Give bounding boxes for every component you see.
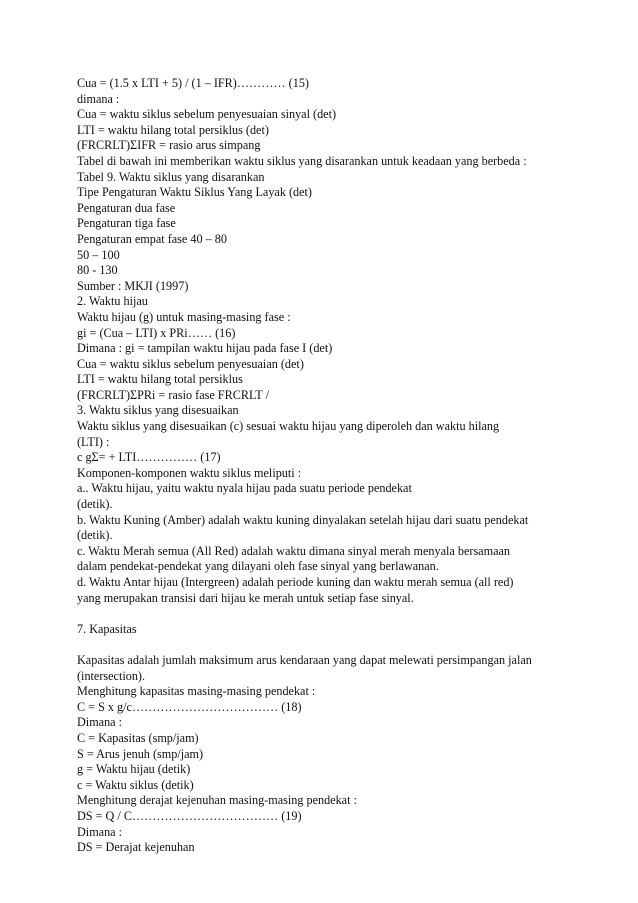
text-line: (detik). — [77, 528, 113, 543]
text-line: Dimana : gi = tampilan waktu hijau pada fase I (det) — [77, 341, 333, 356]
text-line: DS = Q / C……………………………… (19) — [77, 808, 302, 823]
text-block-waktu-siklus — [77, 76, 577, 606]
text-line: 2. Waktu hijau — [77, 294, 148, 309]
text-line: Cua = waktu siklus sebelum penyesuaian sinyal (det) — [77, 107, 337, 122]
text-line: Tabel 9. Waktu siklus yang disarankan — [77, 169, 265, 184]
text-line: S = Arus jenuh (smp/jam) — [77, 746, 204, 761]
text-line: (intersection). — [77, 668, 146, 683]
text-line: Waktu hijau (g) untuk masing-masing fase : — [77, 309, 291, 324]
text-line: Tabel di bawah ini memberikan waktu siklus yang disarankan untuk keadaan yang berbeda : — [77, 153, 527, 168]
text-line: Waktu siklus yang disesuaikan (c) sesuai waktu hijau yang diperoleh dan waktu hilang — [77, 419, 500, 434]
text-line: Pengaturan empat fase 40 – 80 — [77, 231, 227, 246]
text-line: 3. Waktu siklus yang disesuaikan — [77, 403, 239, 418]
text-line: yang merupakan transisi dari hijau ke merah untuk setiap fase sinyal. — [77, 590, 414, 605]
text-line: Cua = waktu siklus sebelum penyesuaian (det) — [77, 356, 304, 371]
text-line: (LTI) : — [77, 434, 110, 449]
text-line: gi = (Cua – LTI) x PRi…… (16) — [77, 325, 236, 340]
text-line: dimana : — [77, 91, 120, 106]
text-line: C = Kapasitas (smp/jam) — [77, 730, 199, 745]
text-line: Kapasitas adalah jumlah maksimum arus kendaraan yang dapat melewati persimpangan jalan — [77, 652, 532, 667]
text-line: Menghitung kapasitas masing-masing pendekat : — [77, 684, 316, 699]
text-line: Cua = (1.5 x LTI + 5) / (1 – IFR)………… (15) — [77, 76, 309, 90]
text-line: d. Waktu Antar hijau (Intergreen) adalah periode kuning dan waktu merah semua (all red) — [77, 575, 514, 589]
text-line: 50 – 100 — [77, 247, 120, 262]
text-line: Dimana : — [77, 715, 123, 730]
text-line: g = Waktu hijau (detik) — [77, 762, 191, 777]
text-line: (FRCRLT)ΣPRi = rasio fase FRCRLT / — [77, 387, 269, 402]
text-line: (detik). — [77, 497, 113, 512]
text-line: c gΣ= + LTI…………… (17) — [77, 450, 221, 465]
text-line: Menghitung derajat kejenuhan masing-masing pendekat : — [77, 793, 357, 808]
text-line: Komponen-komponen waktu siklus meliputi : — [77, 465, 302, 480]
text-line: dalam pendekat-pendekat yang dilayani oleh fase sinyal yang berlawanan. — [77, 559, 439, 574]
text-line: C = S x g/c……………………………… (18) — [77, 699, 302, 714]
text-line: (FRCRLT)ΣIFR = rasio arus simpang — [77, 138, 261, 153]
text-line: c = Waktu siklus (detik) — [77, 777, 194, 792]
text-line: Pengaturan tiga fase — [77, 216, 176, 231]
text-line: Pengaturan dua fase — [77, 200, 176, 215]
spacer — [77, 637, 577, 653]
text-line: Tipe Pengaturan Waktu Siklus Yang Layak (det) — [77, 185, 312, 200]
section-heading-kapasitas: 7. Kapasitas — [77, 621, 137, 636]
text-line: DS = Derajat kejenuhan — [77, 840, 195, 855]
spacer — [77, 606, 577, 622]
text-line: 80 - 130 — [77, 263, 118, 278]
text-line: LTI = waktu hilang total persiklus — [77, 372, 243, 387]
text-line: Sumber : MKJI (1997) — [77, 278, 189, 293]
text-line: LTI = waktu hilang total persiklus (det) — [77, 122, 269, 137]
text-line: c. Waktu Merah semua (All Red) adalah waktu dimana sinyal merah menyala bersamaan — [77, 543, 510, 558]
text-line: b. Waktu Kuning (Amber) adalah waktu kuning dinyalakan setelah hijau dari suatu pendekat — [77, 512, 529, 527]
text-line: Dimana : — [77, 824, 123, 839]
document-body — [77, 76, 577, 856]
text-block-kapasitas — [77, 653, 577, 856]
text-line: a.. Waktu hijau, yaitu waktu nyala hijau pada suatu periode pendekat — [77, 481, 412, 496]
